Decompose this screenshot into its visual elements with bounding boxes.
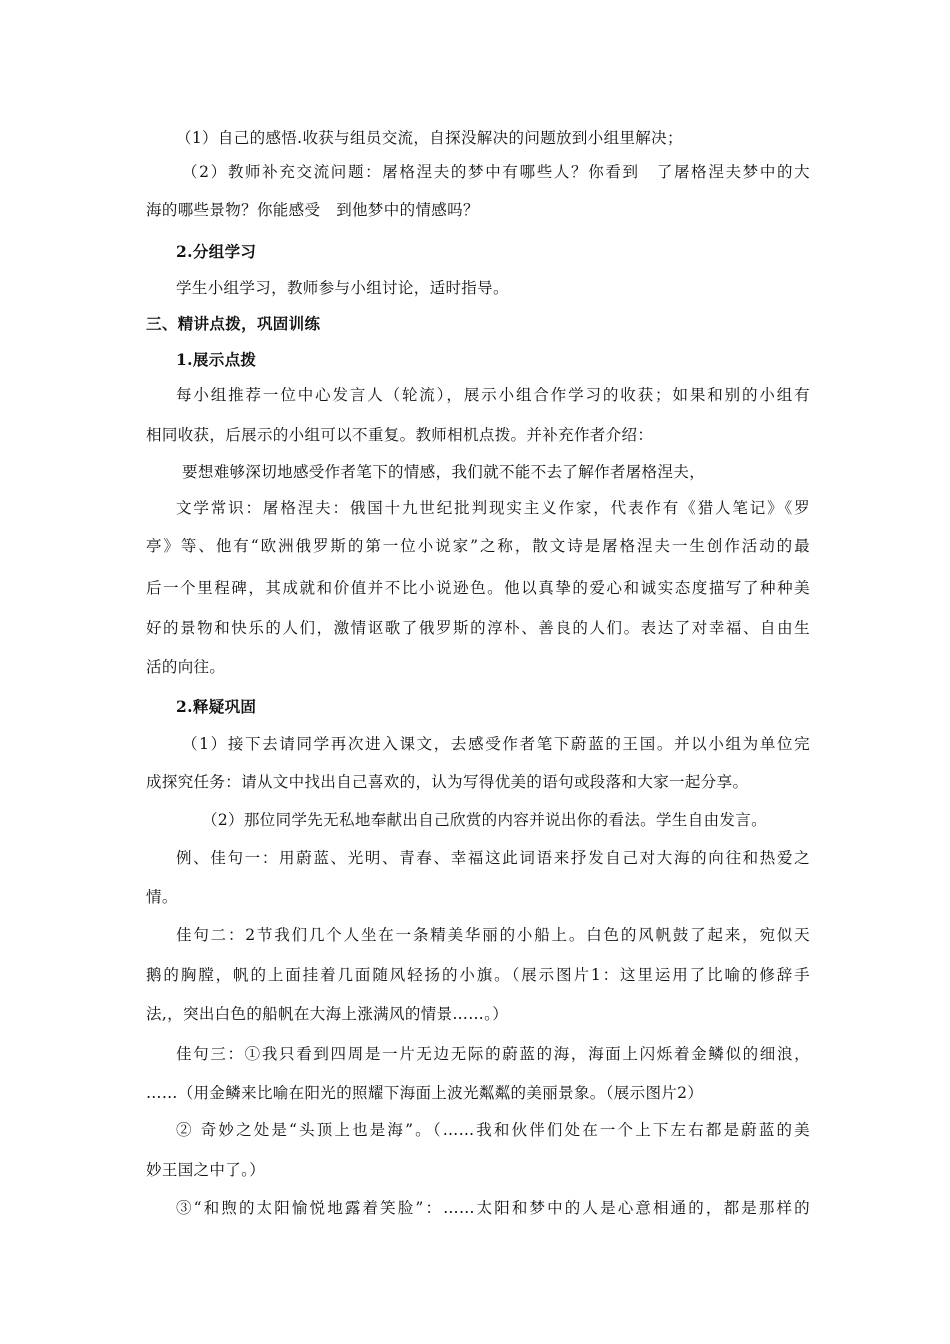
text-line: 妙王国之中了。） bbox=[146, 1161, 266, 1179]
section-heading: 2.分组学习 bbox=[176, 242, 257, 261]
text-line: 好的景物和快乐的人们，激情讴歌了俄罗斯的淳朴、善良的人们。表达了对幸福、自由生 bbox=[146, 619, 810, 637]
text-line: 海的哪些景物？你能感受 到他梦中的情感吗？ bbox=[146, 201, 479, 219]
text-line: （2）教师补充交流问题：屠格涅夫的梦中有哪些人？你看到 了屠格涅夫梦中的大 bbox=[182, 163, 810, 181]
text-line: （2）那位同学先无私地奉献出自己欣赏的内容并说出你的看法。学生自由发言。 bbox=[202, 811, 767, 829]
text-line: 成探究任务：请从文中找出自己喜欢的，认为写得优美的语句或段落和大家一起分享。 bbox=[146, 773, 749, 791]
section-heading: 2.释疑巩固 bbox=[176, 697, 257, 716]
text-line: ③“和煦的太阳愉悦地露着笑脸”：……太阳和梦中的人是心意相通的，都是那样的 bbox=[176, 1199, 810, 1217]
section-heading: 三、精讲点拨，巩固训练 bbox=[146, 314, 321, 333]
text-line: 后一个里程碑，其成就和价值并不比小说逊色。他以真挚的爱心和诚实态度描写了种种美 bbox=[146, 579, 810, 597]
text-line: 学生小组学习，教师参与小组讨论，适时指导。 bbox=[176, 279, 509, 297]
text-line: ② 奇妙之处是“头顶上也是海”。（……我和伙伴们处在一个上下左右都是蔚蓝的美 bbox=[176, 1121, 810, 1139]
text-line: 情。 bbox=[146, 888, 178, 906]
section-heading: 1.展示点拨 bbox=[176, 350, 257, 369]
text-line: 每小组推荐一位中心发言人（轮流），展示小组合作学习的收获；如果和别的小组有 bbox=[176, 386, 810, 404]
text-line: ……（用金鳞来比喻在阳光的照耀下海面上波光粼粼的美丽景象。（展示图片2） bbox=[146, 1084, 704, 1102]
text-line: 相同收获，后展示的小组可以不重复。教师相机点拨。并补充作者介绍： bbox=[146, 426, 654, 444]
text-line: 佳句三：①我只看到四周是一片无边无际的蔚蓝的海，海面上闪烁着金鳞似的细浪， bbox=[176, 1045, 810, 1063]
text-line: 活的向往。 bbox=[146, 658, 226, 676]
text-line: 亭》等、他有“欧洲俄罗斯的第一位小说家”之称，散文诗是屠格涅夫一生创作活动的最 bbox=[146, 537, 810, 555]
text-line: 要想难够深切地感受作者笔下的情感，我们就不能不去了解作者屠格涅夫， bbox=[182, 463, 706, 481]
text-line: 佳句二：2节我们几个人坐在一条精美华丽的小船上。白色的风帆鼓了起来，宛似天 bbox=[176, 926, 810, 944]
text-line: （1）自己的感悟.收获与组员交流，自探没解决的问题放到小组里解决； bbox=[176, 129, 683, 147]
text-line: （1）接下去请同学再次进入课文，去感受作者笔下蔚蓝的王国。并以小组为单位完 bbox=[182, 735, 810, 753]
text-line: 文学常识：屠格涅夫：俄国十九世纪批判现实主义作家，代表作有《猎人笔记》《罗 bbox=[176, 499, 810, 517]
text-line: 法,，突出白色的船帆在大海上涨满风的情景……。） bbox=[146, 1005, 509, 1023]
text-line: 例、佳句一：用蔚蓝、光明、青春、幸福这此词语来抒发自己对大海的向往和热爱之 bbox=[176, 849, 810, 867]
text-line: 鹅的胸膛，帆的上面挂着几面随风轻扬的小旗。（展示图片1：这里运用了比喻的修辞手 bbox=[146, 966, 810, 984]
